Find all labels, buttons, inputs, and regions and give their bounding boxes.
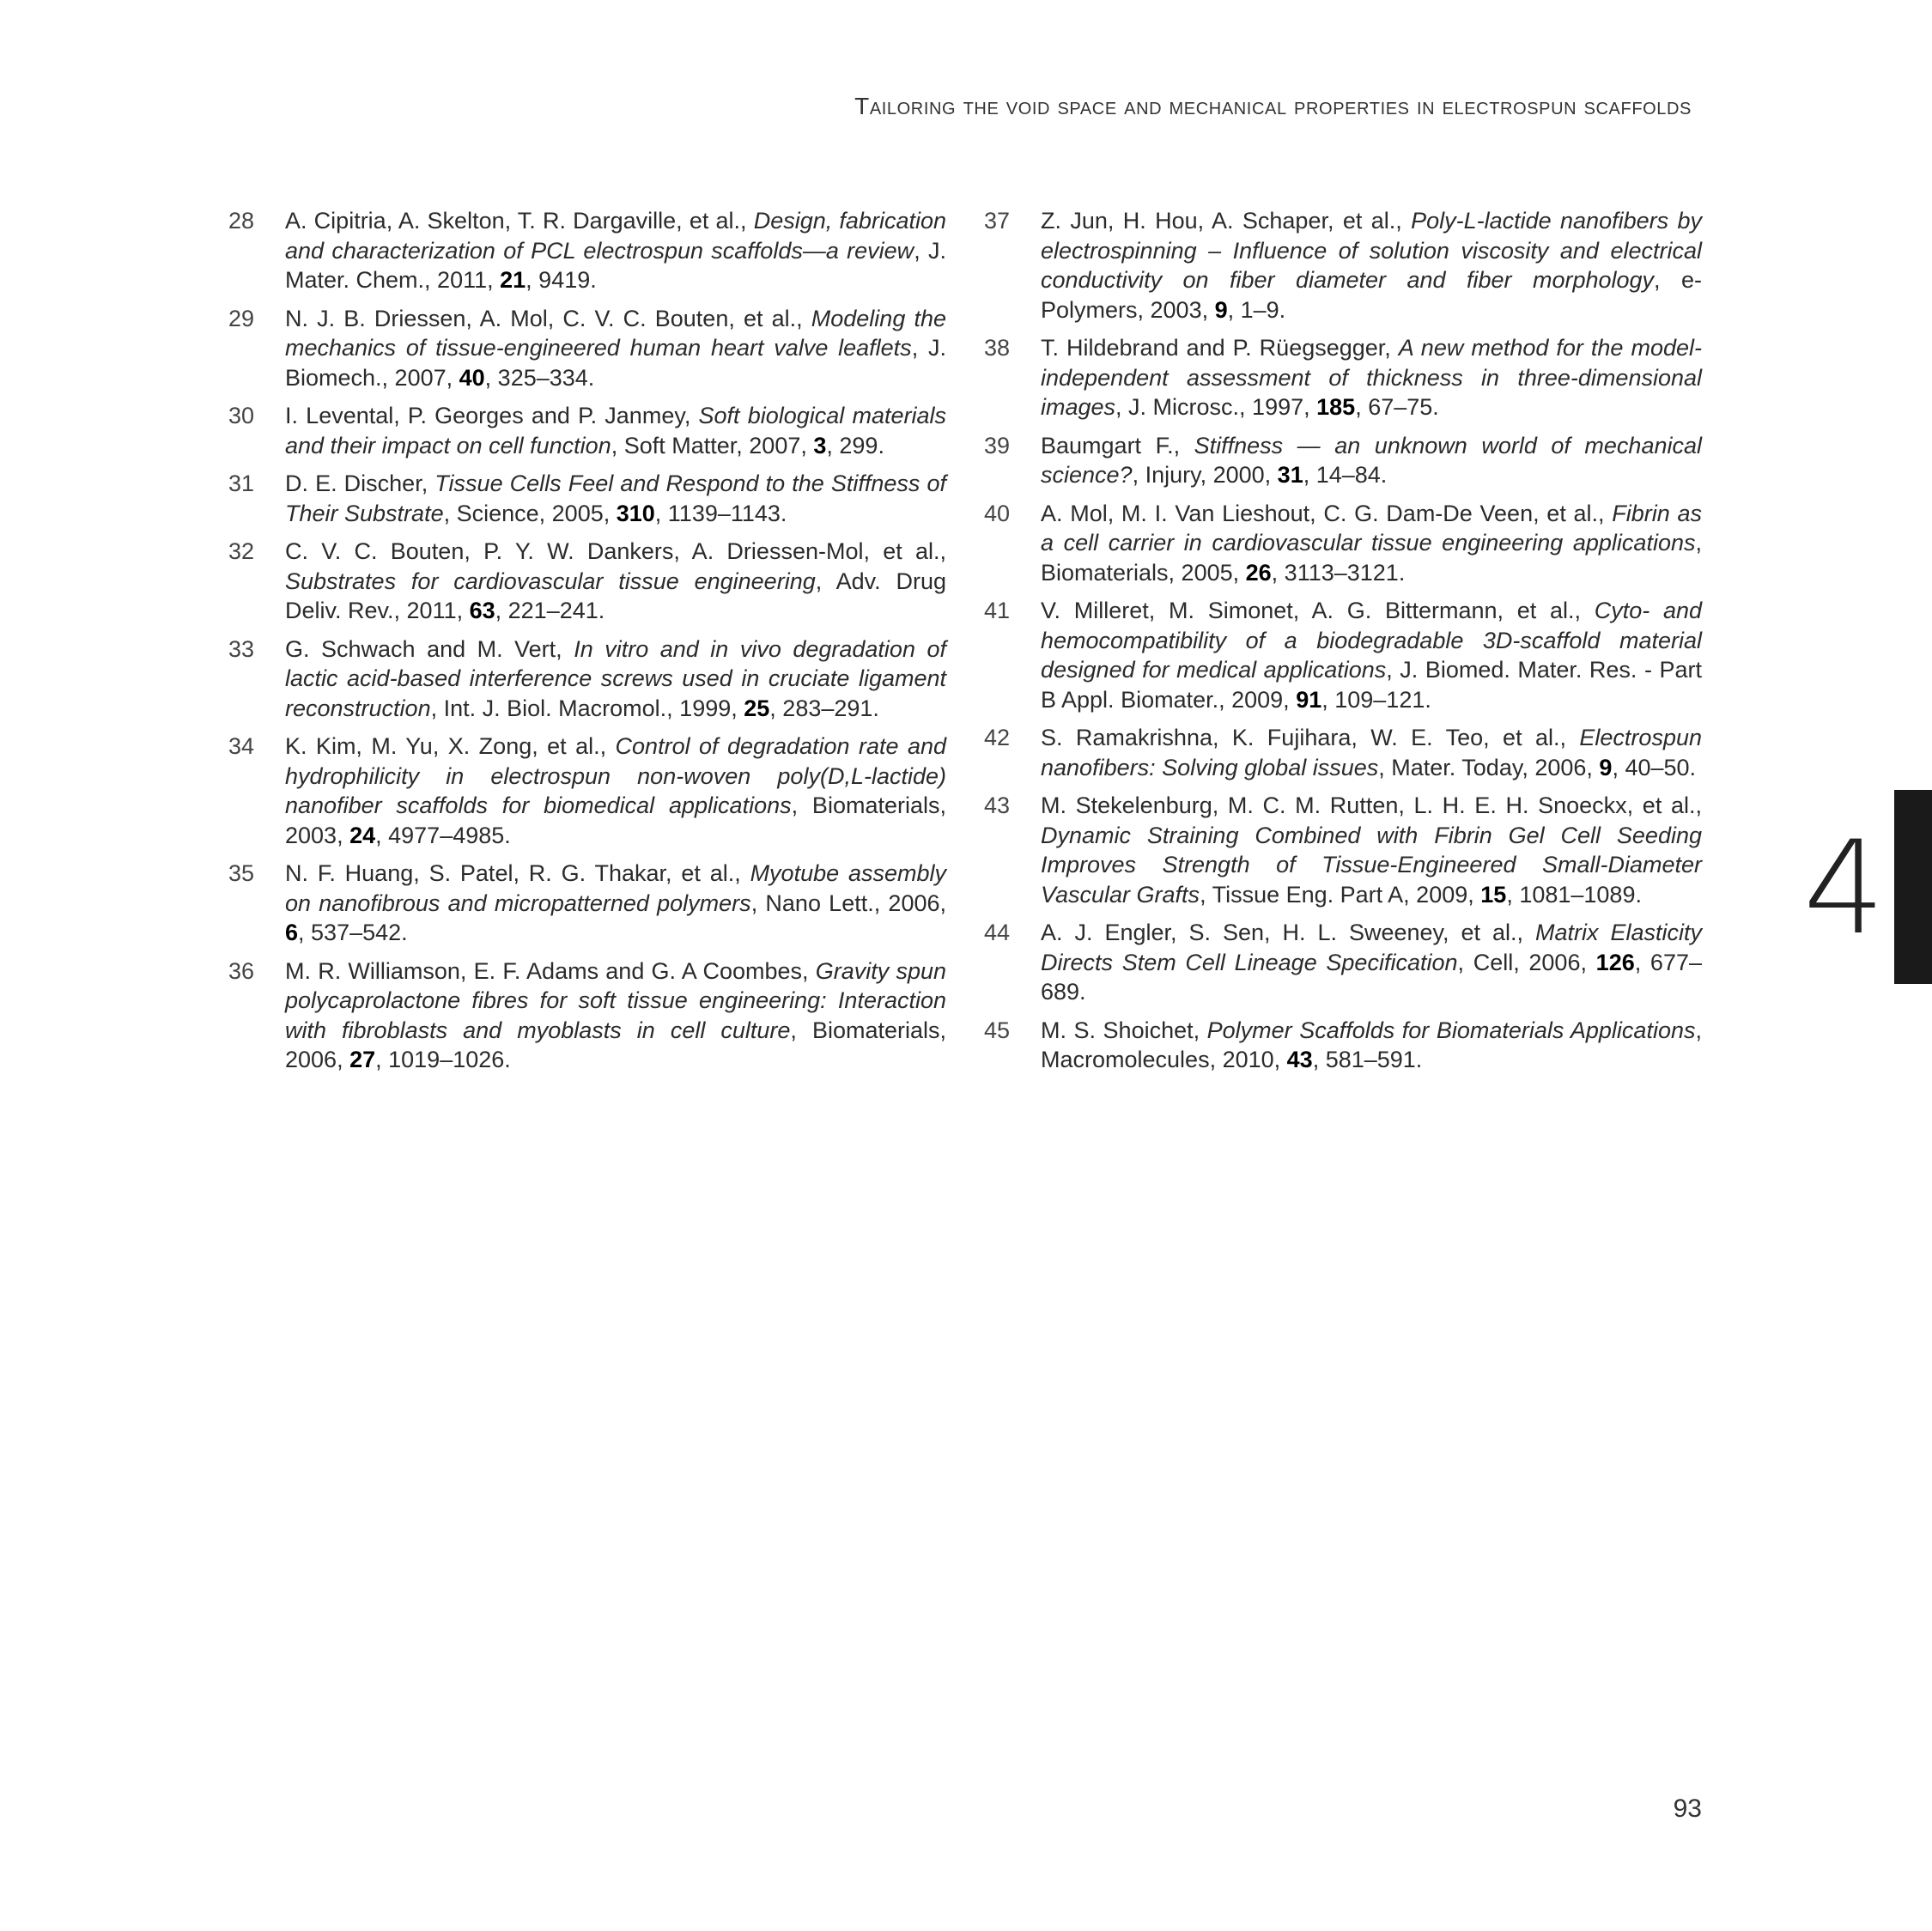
reference-text [1041, 918, 1702, 1007]
reference-journal: , Science, 2005, [443, 500, 617, 526]
reference-journal: , Tissue Eng. Part A, 2009, [1200, 881, 1481, 908]
reference-text [285, 732, 946, 850]
reference-authors: A. J. Engler, S. Sen, H. L. Sweeney, et al., [1041, 920, 1535, 945]
reference-text [285, 304, 946, 393]
reference-authors: S. Ramakrishna, K. Fujihara, W. E. Teo, et al., [1041, 725, 1580, 750]
reference-text [1041, 791, 1702, 909]
reference-authors: N. J. B. Driessen, A. Mol, C. V. C. Bouten, et al., [285, 305, 811, 331]
reference-number: 34 [228, 733, 255, 759]
reference-pages: , 9419. [526, 267, 597, 293]
reference-volume: 27 [349, 1047, 376, 1072]
reference-item [984, 596, 1702, 714]
reference-volume: 31 [1277, 462, 1303, 488]
reference-authors: K. Kim, M. Yu, X. Zong, et al., [285, 733, 616, 759]
reference-number: 28 [228, 208, 255, 234]
reference-item [984, 791, 1702, 909]
reference-item [228, 401, 946, 460]
reference-text [1041, 206, 1702, 325]
reference-pages: , 4977–4985. [375, 822, 511, 848]
reference-pages: , 1139–1143. [654, 500, 787, 526]
reference-number: 41 [984, 598, 1011, 623]
reference-title: Modeling the mechanics of tissue-engineered human heart valve leaflets [285, 305, 946, 361]
reference-volume: 9 [1214, 296, 1228, 323]
reference-pages: , 325–334. [484, 364, 595, 391]
reference-item [984, 723, 1702, 782]
reference-authors: V. Milleret, M. Simonet, A. G. Bittermann, et al., [1041, 598, 1595, 623]
reference-text [285, 206, 946, 295]
reference-pages: , 109–121. [1321, 686, 1431, 713]
reference-item [984, 333, 1702, 422]
reference-number: 31 [228, 471, 255, 496]
reference-volume: 63 [469, 598, 495, 623]
reference-title: Dynamic Straining Combined with Fibrin Gel Cell Seeding Improves Strength of Tissue-Engineered Small-Diameter Vascular Grafts [1041, 822, 1702, 908]
reference-title: Gravity spun polycaprolactone fibres for soft tissue engineering: Interaction with fibroblasts and myoblasts in cell culture [285, 957, 946, 1043]
reference-volume: 310 [616, 500, 655, 526]
reference-authors: A. Cipitria, A. Skelton, T. R. Dargaville, et al., [285, 208, 754, 234]
reference-title: Substrates for cardiovascular tissue engineering [285, 568, 816, 594]
reference-number: 32 [228, 538, 255, 564]
reference-authors: T. Hildebrand and P. Rüegsegger, [1041, 335, 1399, 361]
reference-title: Soft biological materials and their impact on cell function [285, 403, 946, 458]
reference-item [228, 635, 946, 724]
reference-volume: 3 [813, 432, 827, 458]
reference-volume: 126 [1595, 949, 1635, 975]
reference-journal: , Nano Lett., 2006, [750, 890, 946, 916]
reference-journal: , Cell, 2006, [1457, 949, 1596, 975]
reference-volume: 26 [1245, 559, 1272, 586]
reference-authors: M. S. Shoichet, [1041, 1017, 1207, 1043]
reference-text [285, 469, 946, 528]
reference-authors: M. R. Williamson, E. F. Adams and G. A Coombes, [285, 957, 816, 984]
reference-authors: I. Levental, P. Georges and P. Janmey, [285, 403, 699, 428]
reference-journal: , J. Biomed. Mater. Res. - Part B Appl. Biomater., 2009, [1041, 657, 1702, 713]
reference-number: 40 [984, 500, 1011, 526]
reference-number: 29 [228, 305, 255, 331]
reference-authors: Z. Jun, H. Hou, A. Schaper, et al., [1041, 208, 1412, 234]
chapter-number: 4 [1803, 814, 1886, 963]
reference-title: A new method for the model-independent assessment of thickness in three-dimensional images [1041, 335, 1702, 420]
reference-journal: , Soft Matter, 2007, [611, 432, 814, 458]
reference-pages: , 1081–1089. [1506, 881, 1642, 908]
reference-pages: , 221–241. [495, 598, 605, 623]
reference-item [228, 859, 946, 948]
reference-number: 33 [228, 635, 255, 662]
reference-number: 30 [228, 403, 255, 428]
reference-pages: , 283–291. [769, 695, 879, 721]
reference-volume: 40 [459, 364, 485, 391]
reference-pages: , 67–75. [1355, 394, 1439, 420]
reference-title: Polymer Scaffolds for Biomaterials Applications [1206, 1017, 1696, 1043]
reference-title: Myotube assembly on nanofibrous and micropatterned polymers [285, 860, 946, 916]
reference-authors: D. E. Discher, [285, 471, 435, 496]
reference-text [285, 956, 946, 1075]
reference-item [228, 304, 946, 393]
reference-number: 39 [984, 432, 1011, 458]
reference-pages: , 677–689. [1041, 949, 1702, 1005]
reference-volume: 25 [744, 695, 770, 721]
reference-journal: , Biomaterials, 2005, [1041, 530, 1702, 586]
reference-number: 37 [984, 208, 1011, 234]
reference-item [228, 956, 946, 1075]
reference-volume: 185 [1316, 394, 1356, 420]
reference-text [1041, 723, 1702, 782]
reference-number: 44 [984, 920, 1011, 945]
reference-pages: , 537–542. [298, 920, 408, 945]
reference-column-right [984, 206, 1702, 1084]
reference-number: 36 [228, 957, 255, 984]
reference-item [984, 431, 1702, 490]
reference-volume: 9 [1599, 754, 1613, 780]
reference-authors: M. Stekelenburg, M. C. M. Rutten, L. H. E. H. Snoeckx, et al., [1041, 792, 1702, 818]
page-number: 93 [1673, 1794, 1702, 1823]
reference-title: Matrix Elasticity Directs Stem Cell Lineage Specification [1041, 920, 1702, 975]
reference-title: Tissue Cells Feel and Respond to the Stiffness of Their Substrate [285, 471, 947, 526]
chapter-tab [1894, 790, 1932, 984]
reference-title: In vitro and in vivo degradation of lactic acid-based interference screws used in cruciate ligament reconstruction [285, 635, 946, 721]
reference-volume: 43 [1286, 1047, 1313, 1072]
reference-authors: G. Schwach and M. Vert, [285, 635, 574, 662]
reference-item [984, 206, 1702, 325]
reference-number: 35 [228, 860, 255, 886]
reference-number: 42 [984, 725, 1011, 750]
reference-title: Poly-L-lactide nanofibers by electrospinning – Influence of solution viscosity and electrical conductivity on fiber diameter and fiber morphology [1041, 208, 1702, 293]
reference-journal: , Injury, 2000, [1132, 462, 1278, 488]
reference-text [285, 401, 946, 460]
reference-item [228, 537, 946, 626]
reference-title: Stiffness — an unknown world of mechanical science? [1041, 432, 1702, 488]
reference-authors: Baumgart F., [1041, 432, 1194, 458]
reference-text [1041, 499, 1702, 588]
running-header: Tailoring the void space and mechanical properties in electrospun scaffolds [854, 93, 1692, 119]
reference-column-left [228, 206, 946, 1084]
reference-pages: , 299. [826, 432, 884, 458]
reference-volume: 24 [349, 822, 376, 848]
reference-journal: , J. Biomech., 2007, [285, 335, 946, 391]
reference-pages: , 581–591. [1312, 1047, 1423, 1072]
reference-journal: , Biomaterials, 2006, [285, 1017, 947, 1072]
reference-journal: , Biomaterials, 2003, [285, 792, 946, 848]
reference-journal: , J. Mater. Chem., 2011, [285, 237, 946, 293]
reference-title: Electrospun nanofibers: Solving global issues [1041, 725, 1702, 780]
reference-text [1041, 333, 1702, 422]
reference-item [984, 918, 1702, 1007]
reference-pages: , 1019–1026. [375, 1047, 511, 1072]
reference-volume: 15 [1480, 881, 1507, 908]
reference-volume: 6 [285, 920, 299, 945]
reference-number: 38 [984, 335, 1011, 361]
reference-text [1041, 431, 1702, 490]
reference-pages: , 1–9. [1227, 296, 1286, 323]
reference-item [228, 732, 946, 850]
reference-item [228, 469, 946, 528]
reference-authors: A. Mol, M. I. Van Lieshout, C. G. Dam-De Veen, et al., [1041, 500, 1613, 526]
reference-journal: , e-Polymers, 2003, [1041, 267, 1702, 323]
reference-volume: 21 [500, 267, 526, 293]
reference-text [1041, 596, 1702, 714]
reference-pages: , 14–84. [1303, 462, 1388, 488]
reference-text [285, 859, 946, 948]
reference-title: Fibrin as a cell carrier in cardiovascular tissue engineering applications [1041, 500, 1702, 556]
reference-journal: , Adv. Drug Deliv. Rev., 2011, [285, 568, 947, 623]
reference-volume: 91 [1296, 686, 1322, 713]
reference-text [1041, 1016, 1702, 1075]
reference-item [228, 206, 946, 295]
reference-number: 43 [984, 792, 1011, 818]
reference-item [984, 1016, 1702, 1075]
reference-authors: C. V. C. Bouten, P. Y. W. Dankers, A. Driessen-Mol, et al., [285, 538, 946, 564]
reference-text [285, 537, 946, 626]
reference-item [984, 499, 1702, 588]
reference-authors: N. F. Huang, S. Patel, R. G. Thakar, et al., [285, 860, 750, 886]
reference-title: Control of degradation rate and hydrophilicity in electrospun non-woven poly(D,L-lactide) nanofiber scaffolds for biomedical applications [285, 733, 946, 818]
reference-journal: , Macromolecules, 2010, [1041, 1017, 1702, 1072]
reference-text [285, 635, 946, 724]
reference-title: Cyto- and hemocompatibility of a biodegradable 3D-scaffold material designed for medical applications [1041, 598, 1702, 683]
reference-journal: , J. Microsc., 1997, [1115, 394, 1317, 420]
reference-pages: , 3113–3121. [1271, 559, 1406, 586]
reference-title: Design, fabrication and characterization of PCL electrospun scaffolds—a review [285, 208, 946, 264]
reference-journal: , Mater. Today, 2006, [1378, 754, 1600, 780]
reference-number: 45 [984, 1017, 1011, 1043]
reference-pages: , 40–50. [1612, 754, 1697, 780]
reference-journal: , Int. J. Biol. Macromol., 1999, [430, 695, 744, 721]
